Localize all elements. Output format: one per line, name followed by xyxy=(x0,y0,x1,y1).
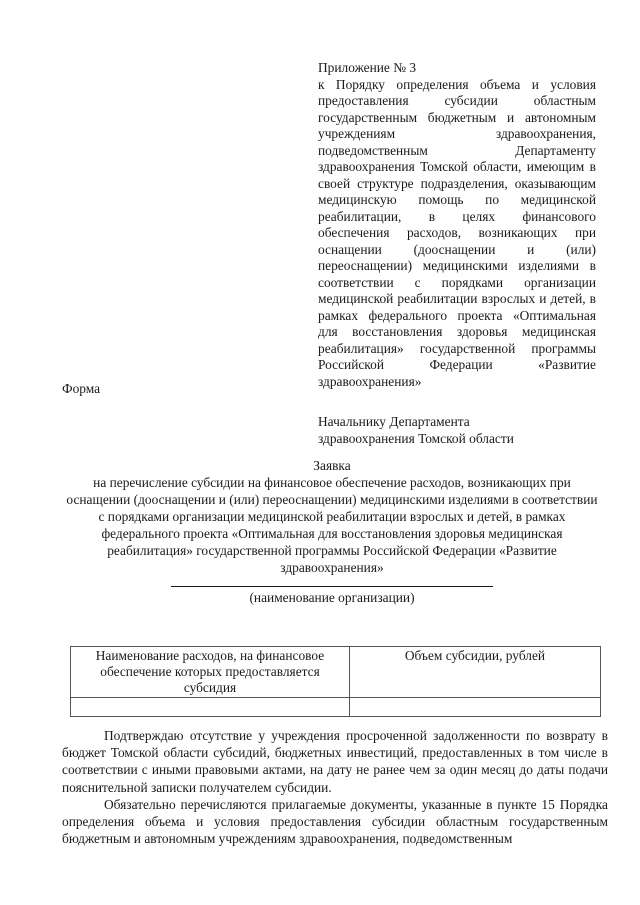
body-text xyxy=(62,727,608,847)
request-text: на перечисление субсидии на финансовое обеспечение расходов, возникающих при оснащении (дооснащении и (или) переоснащении) медицинскими изделиями в соответствии с порядками организации медицинской реабилитации взрослых и детей, в рамках федерального проекта «Оптимальная для восстановления здоровья медицинская реабилитация» государственной программы Российской Федерации «Развитие здравоохранения» xyxy=(66,475,598,575)
table-header-row xyxy=(71,647,601,698)
request-block xyxy=(62,457,602,576)
appendix-title: Приложение № 3 xyxy=(318,60,417,75)
organization-block xyxy=(62,586,602,606)
organization-caption: (наименование организации) xyxy=(249,590,415,605)
appendix-block xyxy=(318,60,596,390)
addressee-line-2: здравоохранения Томской области xyxy=(318,430,514,446)
request-title: Заявка xyxy=(313,458,351,473)
subsidy-table xyxy=(70,646,601,717)
header-expense-name: Наименование расходов, на финансовое обеспечение которых предоставляется субсидия xyxy=(71,647,350,698)
paragraph-confirmation: Подтверждаю отсутствие у учреждения просроченной задолженности по возврату в бюджет Томской области субсидий, бюджетных инвестиций, предоставленных в том числе в соответствии с иными правовыми актами, на дату не ранее чем за один месяц до даты подачи пояснительной записки получателем субсидии. xyxy=(62,728,608,795)
addressee-line-1: Начальнику Департамента xyxy=(318,414,470,429)
table-cell-amount xyxy=(350,698,601,717)
appendix-text: к Порядку определения объема и условия предоставления субсидии областным государственным бюджетным и автономным учреждениям здравоохранения, подведомственным Департаменту здравоохранения Томской области, имеющим в своей структуре подразделения, оказывающим медицинскую помощь по медицинской реабилитации, в целях финансового обеспечения расходов, возникающих при оснащении (дооснащении и (или) переоснащении) медицинскими изделиями в соответствии с порядками организации медицинской реабилитации взрослых и детей, в рамках федерального проекта «Оптимальная для восстановления здоровья медицинская реабилитация» государственной программы Российской Федерации «Развитие здравоохранения» xyxy=(318,76,596,389)
paragraph-documents: Обязательно перечисляются прилагаемые документы, указанные в пункте 15 Порядка определения объема и условия предоставления субсидии областным государственным бюджетным и автономным учреждениям здравоохранения, подведомственным xyxy=(62,796,608,847)
table-cell-expense xyxy=(71,698,350,717)
table-row xyxy=(71,698,601,717)
addressee-block xyxy=(318,414,598,447)
header-subsidy-amount: Объем субсидии, рублей xyxy=(350,647,601,698)
organization-name-line xyxy=(171,586,493,587)
form-label: Форма xyxy=(62,381,101,396)
